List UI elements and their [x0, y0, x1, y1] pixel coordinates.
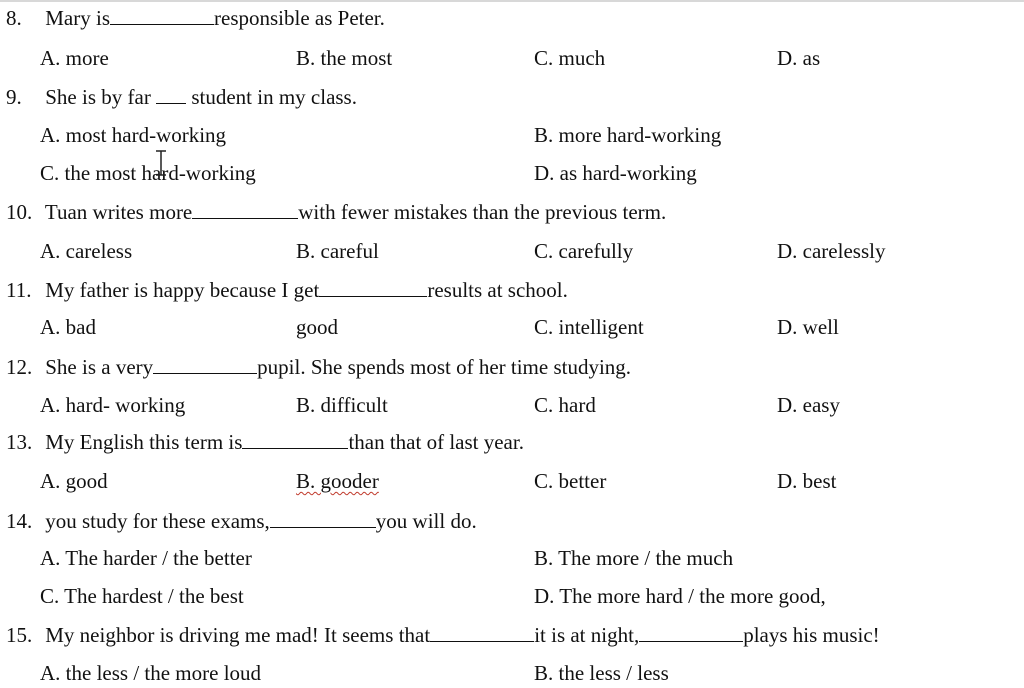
question-text: responsible as Peter. [214, 6, 385, 30]
option-a[interactable]: A. more [40, 46, 109, 70]
answer-blank[interactable] [156, 85, 186, 104]
option-a[interactable]: A. good [40, 469, 108, 493]
option-a[interactable]: A. most hard-working [40, 123, 227, 147]
question-text: Mary is [45, 6, 110, 30]
option-d[interactable]: D. as hard-working [534, 161, 697, 185]
option-a[interactable]: A. bad [40, 315, 96, 339]
question-text: plays his music! [743, 623, 880, 647]
question-text: She is by far [45, 85, 151, 109]
question-number: 9. [6, 85, 22, 109]
question-number: 15. [6, 623, 33, 647]
top-border [0, 0, 1024, 2]
question-text: you study for these exams, [45, 509, 270, 533]
question-text: results at school. [427, 278, 568, 302]
option-d[interactable]: D. best [777, 469, 837, 493]
answer-blank[interactable] [430, 623, 534, 642]
option-b[interactable]: B. more hard-working [534, 123, 722, 147]
option-c[interactable]: C. carefully [534, 239, 634, 263]
question-8 [6, 6, 385, 31]
option-d[interactable]: D. carelessly [777, 239, 886, 263]
question-text: My English this term is [45, 430, 243, 454]
answer-blank[interactable] [639, 623, 743, 642]
question-text: My father is happy because I get [45, 278, 320, 302]
option-c[interactable]: C. The hardest / the best [40, 584, 244, 608]
question-number: 8. [6, 6, 22, 30]
answer-blank[interactable] [319, 278, 427, 297]
option-d[interactable]: D. easy [777, 393, 840, 417]
option-c[interactable]: C. better [534, 469, 607, 493]
question-10 [6, 200, 666, 225]
question-15 [6, 623, 880, 648]
option-a[interactable]: A. careless [40, 239, 133, 263]
question-text: pupil. She spends most of her time studying. [257, 355, 632, 379]
option-b[interactable]: B. the less / less [534, 661, 669, 685]
question-text: than that of last year. [348, 430, 524, 454]
answer-blank[interactable] [153, 355, 257, 374]
question-number: 10. [6, 200, 33, 224]
option-a[interactable]: A. the less / the more loud [40, 661, 262, 685]
question-text: She is a very [45, 355, 154, 379]
option-b[interactable]: B. gooder [296, 469, 379, 493]
question-text: Tuan writes more [44, 200, 193, 224]
question-13 [6, 430, 524, 455]
option-c[interactable]: C. intelligent [534, 315, 644, 339]
option-d[interactable]: D. as [777, 46, 821, 70]
option-d[interactable]: D. The more hard / the more good, [534, 584, 826, 608]
option-b[interactable]: good [296, 315, 338, 339]
option-d[interactable]: D. well [777, 315, 839, 339]
option-b[interactable]: B. careful [296, 239, 379, 263]
question-number: 11. [6, 278, 32, 302]
option-b[interactable]: B. the most [296, 46, 393, 70]
answer-blank[interactable] [242, 430, 348, 449]
question-12 [6, 355, 631, 380]
answer-blank[interactable] [192, 200, 298, 219]
question-14 [6, 509, 477, 534]
option-c[interactable]: C. much [534, 46, 606, 70]
answer-blank[interactable] [110, 6, 214, 25]
question-number: 13. [6, 430, 33, 454]
option-c[interactable]: C. the most hard-working [40, 161, 256, 185]
option-b[interactable]: B. difficult [296, 393, 388, 417]
question-text: it is at night, [534, 623, 640, 647]
answer-blank[interactable] [270, 509, 376, 528]
question-text: My neighbor is driving me mad! It seems that [45, 623, 431, 647]
question-text: with fewer mistakes than the previous term. [298, 200, 667, 224]
question-text: you will do. [375, 509, 477, 533]
option-a[interactable]: A. hard- working [40, 393, 186, 417]
question-number: 14. [6, 509, 33, 533]
question-text: student in my class. [191, 85, 357, 109]
option-c[interactable]: C. hard [534, 393, 596, 417]
question-9 [6, 85, 357, 110]
question-11 [6, 278, 568, 303]
option-a[interactable]: A. The harder / the better [40, 546, 252, 570]
text-cursor-icon [155, 150, 167, 176]
option-b[interactable]: B. The more / the much [534, 546, 734, 570]
question-number: 12. [6, 355, 33, 379]
